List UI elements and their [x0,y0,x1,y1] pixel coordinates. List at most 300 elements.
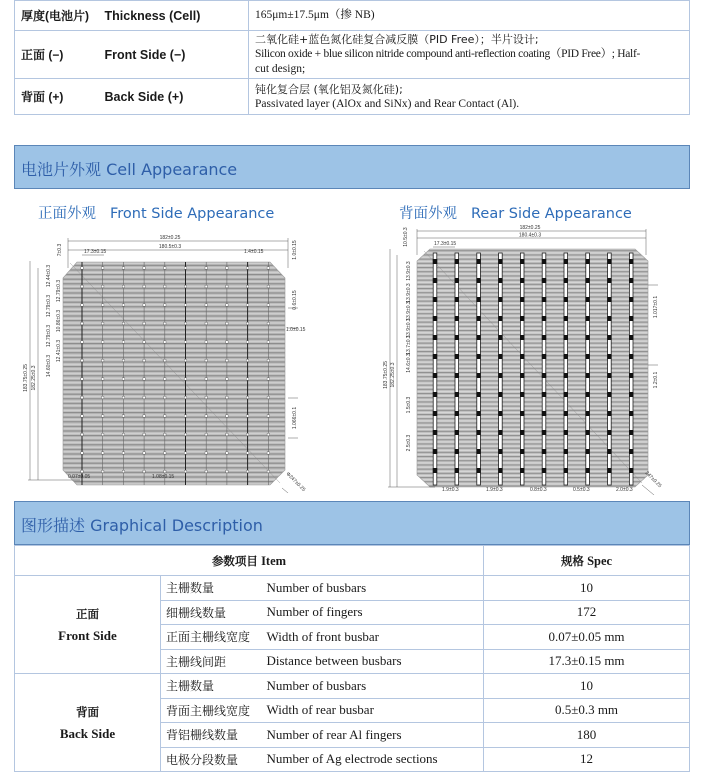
rear-electrode-section [476,468,480,473]
param-en: Number of busbars [265,674,484,699]
rear-electrode-section [476,259,480,264]
dim-seg7: 14.60±0.3 [46,354,52,378]
rear-electrode-section [476,316,480,321]
param-cn: 主栅数量 [161,576,265,601]
rear-electrode-section [629,316,633,321]
front-pad [81,396,83,398]
rear-electrode-section [542,373,546,378]
front-pad [184,285,186,287]
front-title-cn: 正面外观 [38,206,96,222]
rear-electrode-section [498,316,502,321]
rear-electrode-section [585,259,589,264]
front-pad [81,415,83,417]
rear-electrode-section [542,468,546,473]
rear-electrode-section [564,354,568,359]
item-header-cn: 参数项目 [211,553,258,568]
dim-height-outer: 183.75±0.25 [383,361,389,389]
front-pad [226,285,228,287]
value-line: Passivated layer (AlOx and SiNx) and Rear Contact (Al). [255,97,520,110]
front-pad [164,396,166,398]
rear-electrode-section [520,430,524,435]
front-pad [122,378,124,380]
rear-electrode-section [607,297,611,302]
param-spec: 0.5±0.3 mm [484,698,690,723]
front-pad [205,452,207,454]
rear-electrode-section [455,259,459,264]
front-pad [164,285,166,287]
front-pad [246,452,248,454]
dim-height-inner: 182.25±0.3 [390,362,396,388]
front-pad [81,433,83,435]
rear-electrode-section [542,392,546,397]
front-pad [267,470,269,472]
param-cn: 背面主栅线宽度 [161,698,265,723]
dim-bottom-4: 0.5±0.3 [573,487,590,493]
front-pad [164,304,166,306]
rear-electrode-section [585,278,589,283]
dim-chamfer: Φ247±0.25 [284,471,307,493]
row-label-cn: 背面 (+) [15,79,105,115]
front-pad [143,359,145,361]
spec-header-en: Spec [587,553,613,568]
rear-electrode-section [585,449,589,454]
front-pad [81,359,83,361]
dim-left-low1: 1.5±0.3 [406,396,412,414]
row-value [249,79,690,115]
front-pad [226,415,228,417]
rear-electrode-section [433,373,437,378]
rear-electrode-section [607,316,611,321]
front-pad [102,433,104,435]
front-pad [246,470,248,472]
rear-electrode-section [476,297,480,302]
param-en: Number of busbars [265,576,484,601]
rear-electrode-section [455,278,459,283]
front-pad [246,433,248,435]
front-pad [267,433,269,435]
rear-electrode-section [629,259,633,264]
param-en: Number of fingers [265,600,484,625]
front-pad [102,304,104,306]
front-pad [122,267,124,269]
rear-electrode-section [542,278,546,283]
param-en: Distance between busbars [265,649,484,674]
value-line: Silicon oxide + blue silicon nitride compound anti-reflection coating（PID Free）; Half- [255,48,641,60]
front-pad [143,285,145,287]
group-cn: 正面 [76,606,99,621]
dim-seg5: 13.7±0.3 [406,335,412,355]
row-value [249,31,690,79]
dim-right-top: 1.0±0.15 [292,240,298,260]
front-pad [205,322,207,324]
table-row [15,674,690,699]
front-pad [205,378,207,380]
front-pad [81,267,83,269]
front-pad [164,322,166,324]
front-pad [122,285,124,287]
rear-electrode-section [585,468,589,473]
rear-electrode-section [433,278,437,283]
front-pad [184,267,186,269]
rear-electrode-section [585,316,589,321]
front-pad [184,304,186,306]
front-pad [184,415,186,417]
rear-electrode-section [476,354,480,359]
rear-electrode-section [629,354,633,359]
rear-electrode-section [585,430,589,435]
front-pad [226,396,228,398]
param-en: Width of front busbar [265,625,484,650]
spec-table [14,545,690,772]
rear-electrode-section [607,430,611,435]
param-spec: 17.3±0.15 mm [484,649,690,674]
front-pad [81,470,83,472]
group-en: Back Side [59,725,116,741]
row-label-en: Front Side (−) [105,31,249,79]
row-label-cn: 正面 (−) [15,31,105,79]
rear-electrode-section [476,449,480,454]
front-pad [267,452,269,454]
rear-electrode-section [520,468,524,473]
value-line: 钝化复合层 (氧化铝及氮化硅); [255,82,403,96]
front-pad [81,378,83,380]
rear-electrode-section [498,259,502,264]
front-pad [164,415,166,417]
front-pad [226,304,228,306]
rear-electrode-section [520,449,524,454]
rear-electrode-section [542,297,546,302]
front-pad [267,378,269,380]
front-pad [246,304,248,306]
front-pad [226,359,228,361]
rear-electrode-section [455,430,459,435]
rear-side-title [399,202,632,223]
front-pad [143,470,145,472]
spec-header-cn: 规格 [560,553,584,568]
front-pad [122,433,124,435]
rear-electrode-section [607,373,611,378]
front-pad [102,452,104,454]
front-pad [205,285,207,287]
front-pad [267,304,269,306]
back-side-row [15,79,690,115]
rear-electrode-section [564,430,568,435]
front-pad [122,341,124,343]
rear-electrode-section [498,392,502,397]
rear-electrode-section [455,354,459,359]
front-pad [102,359,104,361]
rear-electrode-section [520,335,524,340]
thickness-row [15,1,690,31]
front-side-row [15,31,690,79]
rear-electrode-section [542,316,546,321]
dim-left-low2: 2.5±0.3 [406,434,412,452]
dim-seg2: 13.9±0.3 [406,283,412,303]
front-pad [102,396,104,398]
row-label-cn: 厚度(电池片) [15,1,105,31]
rear-electrode-section [607,354,611,359]
rear-electrode-section [520,278,524,283]
front-pad [143,341,145,343]
front-pad [102,378,104,380]
rear-electrode-section [564,259,568,264]
rear-electrode-section [629,278,633,283]
spec-column-header [484,546,690,576]
param-en: Number of Ag electrode sections [265,747,484,772]
front-pad [246,341,248,343]
front-pad [205,470,207,472]
front-pad [122,322,124,324]
rear-electrode-section [476,278,480,283]
rear-electrode-section [607,335,611,340]
param-en: Number of rear Al fingers [265,723,484,748]
front-pad [122,304,124,306]
dim-width-inner: 180.4±0.3 [518,232,542,239]
row-value [249,1,690,31]
dim-right-low: 1.2±0.1 [653,371,659,389]
rear-electrode-section [629,373,633,378]
row-label-en: Back Side (+) [105,79,249,115]
rear-electrode-section [629,468,633,473]
rear-electrode-section [629,297,633,302]
rear-electrode-section [520,354,524,359]
rear-electrode-section [564,392,568,397]
dim-busbar-width: 0.07±0.05 [68,474,91,480]
front-pad [184,470,186,472]
cell-appearance-header: 电池片外观 Cell Appearance [14,145,690,189]
front-pad [246,322,248,324]
dim-top-offset: 7±0.3 [57,243,63,257]
rear-electrode-section [433,354,437,359]
rear-electrode-section [542,411,546,416]
front-side-drawing [20,228,310,493]
front-pad [143,304,145,306]
rear-electrode-section [455,297,459,302]
front-pad [81,285,83,287]
rear-electrode-section [564,449,568,454]
dim-bottom-1: 1.9±0.3 [442,487,459,493]
rear-electrode-section [433,411,437,416]
rear-electrode-section [476,335,480,340]
front-pad [267,267,269,269]
front-pad [246,285,248,287]
param-spec: 0.07±0.05 mm [484,625,690,650]
rear-electrode-section [629,449,633,454]
param-spec: 10 [484,674,690,699]
dim-width-inner: 180.5±0.3 [158,244,182,250]
dim-seg6: 12.41±0.3 [56,339,62,363]
front-pad [122,396,124,398]
front-pad [205,341,207,343]
front-pad [267,396,269,398]
rear-title-cn: 背面外观 [399,206,457,222]
rear-electrode-section [455,373,459,378]
front-pad [143,378,145,380]
rear-electrode-section [564,278,568,283]
front-pad [143,396,145,398]
front-pad [102,415,104,417]
rear-electrode-section [520,259,524,264]
front-pad [205,304,207,306]
front-pad [267,322,269,324]
item-header-en: Item [261,553,287,568]
front-pad [81,341,83,343]
rear-electrode-section [585,373,589,378]
rear-electrode-section [585,392,589,397]
dim-height-outer: 183.75±0.25 [23,364,29,392]
rear-electrode-section [607,259,611,264]
rear-electrode-section [433,392,437,397]
dim-top-offset: 10.5±0.3 [403,227,409,247]
rear-electrode-section [520,297,524,302]
front-pad [143,433,145,435]
front-pad [267,415,269,417]
front-pad [226,341,228,343]
front-pad [246,396,248,398]
front-pad [143,415,145,417]
front-pad [164,452,166,454]
param-cn: 电极分段数量 [161,747,265,772]
front-pad [102,322,104,324]
group-front-side [15,576,161,674]
front-title-en: Front Side Appearance [110,206,275,222]
front-pad [184,322,186,324]
front-pad [226,470,228,472]
rear-electrode-section [607,278,611,283]
rear-electrode-section [542,430,546,435]
rear-electrode-section [520,373,524,378]
rear-electrode-section [433,468,437,473]
dim-seg4: 13.9±0.3 [406,318,412,338]
rear-electrode-section [498,373,502,378]
rear-electrode-section [542,354,546,359]
rear-electrode-section [498,278,502,283]
front-pad [81,322,83,324]
graphical-description-header: 图形描述 Graphical Description [14,501,690,545]
rear-electrode-section [433,297,437,302]
rear-title-en: Rear Side Appearance [471,206,632,222]
rear-electrode-section [564,335,568,340]
dim-busbar-pitch: 17.3±0.15 [434,241,457,247]
rear-electrode-section [564,468,568,473]
front-pad [205,433,207,435]
front-pad [164,359,166,361]
rear-electrode-section [455,392,459,397]
dim-seg1: 13.9±0.3 [406,261,412,281]
rear-electrode-section [455,335,459,340]
front-pad [122,359,124,361]
front-pad [102,267,104,269]
front-pad [205,415,207,417]
rear-electrode-section [455,316,459,321]
rear-electrode-section [476,411,480,416]
rear-electrode-section [585,335,589,340]
rear-electrode-section [629,392,633,397]
dim-busbar-pitch: 17.3±0.15 [84,249,107,255]
rear-electrode-section [433,449,437,454]
front-pad [205,396,207,398]
rear-electrode-section [520,411,524,416]
front-pad [226,452,228,454]
row-label-en: Thickness (Cell) [105,1,249,31]
rear-electrode-section [476,430,480,435]
front-pad [184,341,186,343]
item-column-header [15,546,484,576]
front-pad [267,341,269,343]
rear-electrode-section [433,430,437,435]
rear-electrode-section [455,468,459,473]
group-back-side [15,674,161,772]
param-spec: 172 [484,600,690,625]
param-spec: 180 [484,723,690,748]
dim-seg2: 12.79±0.3 [56,279,62,303]
rear-electrode-section [564,297,568,302]
dim-bottom-3: 0.8±0.3 [530,487,547,493]
rear-electrode-section [455,449,459,454]
rear-electrode-section [564,316,568,321]
dim-seg5: 12.79±0.3 [46,324,52,348]
rear-electrode-section [607,411,611,416]
dim-seg3: 13.9±0.3 [406,301,412,321]
group-cn: 背面 [76,704,99,719]
front-pad [226,322,228,324]
rear-electrode-section [607,449,611,454]
rear-electrode-section [607,468,611,473]
front-pad [81,304,83,306]
dim-right-mid: 0.6±0.15 [292,290,298,310]
rear-electrode-section [433,259,437,264]
param-cn: 背铝栅线数量 [161,723,265,748]
rear-electrode-section [498,297,502,302]
rear-electrode-section [433,316,437,321]
dim-edge-right: 1.4±0.15 [244,249,264,255]
front-pad [164,433,166,435]
front-pad [184,433,186,435]
rear-electrode-section [433,335,437,340]
dim-seg6: 14.6±0.3 [406,353,412,373]
param-en: Width of rear busbar [265,698,484,723]
front-pad [122,470,124,472]
dim-width-outer: 182±0.25 [159,235,181,241]
front-pad [205,267,207,269]
param-cn: 细栅线数量 [161,600,265,625]
cell-body [417,249,648,487]
rear-electrode-section [520,316,524,321]
front-pad [184,396,186,398]
rear-electrode-section [585,354,589,359]
spec-table-header [15,546,690,576]
dim-seg1: 12.44±0.3 [46,264,52,288]
front-pad [226,378,228,380]
front-pad [164,378,166,380]
front-pad [164,470,166,472]
front-pad [143,452,145,454]
value-line: 二氧化硅+蓝色氮化硅复合减反膜（PID Free）；半片设计; [255,33,539,46]
front-pad [226,267,228,269]
front-pad [102,341,104,343]
front-pad [164,267,166,269]
rear-electrode-section [498,468,502,473]
dim-height-inner: 182.25±0.3 [31,365,37,391]
rear-electrode-section [585,297,589,302]
value-line: cut design; [255,63,306,75]
dim-right-low: 1.066±0.1 [292,406,298,430]
rear-electrode-section [607,392,611,397]
cell-properties-table [14,0,690,115]
front-pad [226,433,228,435]
front-pad [102,285,104,287]
front-pad [164,341,166,343]
